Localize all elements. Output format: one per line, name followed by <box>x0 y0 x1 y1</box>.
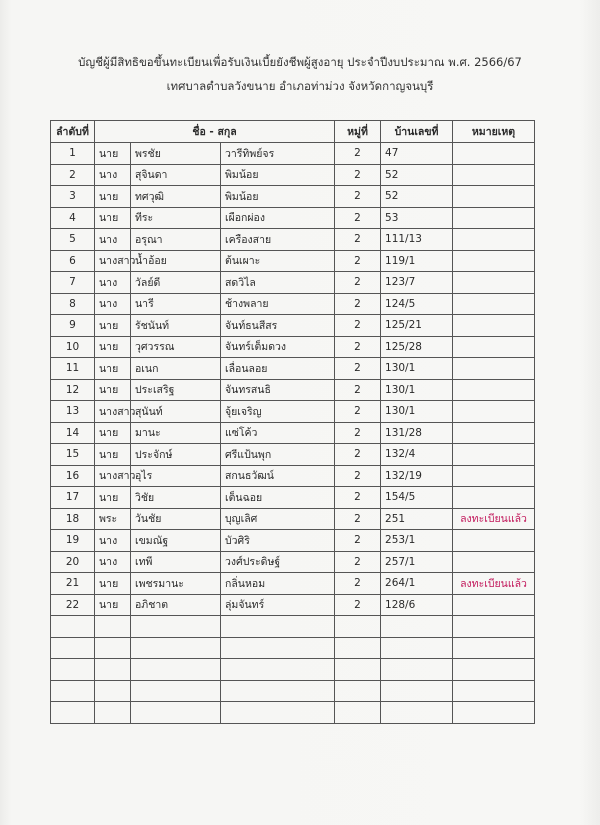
empty-cell <box>453 637 535 659</box>
cell-last: ช้างพลาย <box>221 293 335 315</box>
cell-note <box>453 250 535 272</box>
cell-last: เต็นฉอย <box>221 487 335 509</box>
cell-moo: 2 <box>335 272 381 294</box>
empty-cell <box>131 702 221 724</box>
header-name: ชื่อ - สกุล <box>95 121 335 143</box>
cell-note <box>453 487 535 509</box>
cell-moo: 2 <box>335 444 381 466</box>
cell-note <box>453 207 535 229</box>
cell-first: น้ำอ้อย <box>131 250 221 272</box>
registration-table <box>50 120 535 724</box>
empty-table-row <box>51 637 535 659</box>
cell-prefix: นางสาว <box>95 465 131 487</box>
cell-last: แซ่โค้ว <box>221 422 335 444</box>
cell-moo: 2 <box>335 358 381 380</box>
table-row <box>51 401 535 423</box>
cell-moo: 2 <box>335 379 381 401</box>
cell-house: 125/21 <box>381 315 453 337</box>
empty-cell <box>95 680 131 702</box>
header-house: บ้านเลขที่ <box>381 121 453 143</box>
cell-no: 10 <box>51 336 95 358</box>
table-row <box>51 207 535 229</box>
cell-no: 3 <box>51 186 95 208</box>
empty-cell <box>381 616 453 638</box>
cell-prefix: นาง <box>95 530 131 552</box>
cell-note <box>453 293 535 315</box>
cell-house: 130/1 <box>381 379 453 401</box>
cell-last: จันทรสนธิ <box>221 379 335 401</box>
header-moo: หมู่ที่ <box>335 121 381 143</box>
cell-house: 52 <box>381 164 453 186</box>
table-body <box>51 143 535 724</box>
cell-note <box>453 186 535 208</box>
document-subtitle: เทศบาลตำบลวังขนาย อำเภอท่าม่วง จังหวัดกาญจนบุรี <box>166 79 434 93</box>
cell-moo: 2 <box>335 573 381 595</box>
cell-note <box>453 422 535 444</box>
cell-last: ศรีแป้นพุก <box>221 444 335 466</box>
empty-cell <box>95 702 131 724</box>
cell-first: ประจักษ์ <box>131 444 221 466</box>
header-no: ลำดับที่ <box>51 121 95 143</box>
cell-first: เขมณัฐ <box>131 530 221 552</box>
cell-last: วงศ์ประดิษฐ์ <box>221 551 335 573</box>
cell-house: 257/1 <box>381 551 453 573</box>
cell-prefix: นาย <box>95 444 131 466</box>
cell-prefix: นาย <box>95 315 131 337</box>
cell-last: จันท์ธนสีสร <box>221 315 335 337</box>
table-row <box>51 551 535 573</box>
cell-house: 128/6 <box>381 594 453 616</box>
cell-first: สุนันท์ <box>131 401 221 423</box>
cell-house: 132/4 <box>381 444 453 466</box>
cell-note <box>453 465 535 487</box>
document-title: บัญชีผู้มีสิทธิขอขึ้นทะเบียนเพื่อรับเงินเบี้ยยังชีพผู้สูงอายุ ประจำปีงบประมาณ พ.ศ. 2566/67 <box>78 55 522 69</box>
cell-first: วุศวรรณ <box>131 336 221 358</box>
empty-cell <box>221 680 335 702</box>
table-row <box>51 315 535 337</box>
cell-first: อุไร <box>131 465 221 487</box>
cell-house: 125/28 <box>381 336 453 358</box>
cell-note <box>453 164 535 186</box>
cell-note <box>453 229 535 251</box>
cell-note: ลงทะเบียนแล้ว <box>453 508 535 530</box>
cell-last: พิมน้อย <box>221 164 335 186</box>
cell-house: 53 <box>381 207 453 229</box>
cell-prefix: นาย <box>95 207 131 229</box>
table-row <box>51 186 535 208</box>
empty-cell <box>51 659 95 681</box>
empty-cell <box>95 616 131 638</box>
table-row <box>51 487 535 509</box>
cell-house: 52 <box>381 186 453 208</box>
cell-prefix: นาย <box>95 422 131 444</box>
cell-prefix: นาย <box>95 358 131 380</box>
cell-no: 13 <box>51 401 95 423</box>
cell-first: พรชัย <box>131 143 221 165</box>
cell-prefix: พระ <box>95 508 131 530</box>
empty-cell <box>335 616 381 638</box>
cell-no: 11 <box>51 358 95 380</box>
cell-first: สุจินดา <box>131 164 221 186</box>
empty-cell <box>51 702 95 724</box>
empty-table-row <box>51 680 535 702</box>
empty-cell <box>131 637 221 659</box>
cell-prefix: นาง <box>95 551 131 573</box>
cell-no: 6 <box>51 250 95 272</box>
cell-note <box>453 530 535 552</box>
table-row <box>51 358 535 380</box>
empty-cell <box>453 659 535 681</box>
cell-last: จันทร์เต็มดวง <box>221 336 335 358</box>
cell-moo: 2 <box>335 250 381 272</box>
empty-cell <box>335 637 381 659</box>
cell-no: 7 <box>51 272 95 294</box>
table-header-row <box>51 121 535 143</box>
cell-moo: 2 <box>335 207 381 229</box>
empty-cell <box>381 659 453 681</box>
empty-cell <box>95 659 131 681</box>
cell-house: 154/5 <box>381 487 453 509</box>
cell-moo: 2 <box>335 293 381 315</box>
cell-house: 47 <box>381 143 453 165</box>
empty-cell <box>51 680 95 702</box>
cell-house: 123/7 <box>381 272 453 294</box>
cell-note <box>453 379 535 401</box>
empty-cell <box>381 637 453 659</box>
cell-note <box>453 272 535 294</box>
cell-first: มานะ <box>131 422 221 444</box>
cell-last: กลิ่นหอม <box>221 573 335 595</box>
empty-cell <box>131 616 221 638</box>
empty-cell <box>381 702 453 724</box>
cell-last: สกนธวัฒน์ <box>221 465 335 487</box>
empty-table-row <box>51 616 535 638</box>
cell-house: 131/28 <box>381 422 453 444</box>
table-row <box>51 573 535 595</box>
empty-cell <box>221 616 335 638</box>
cell-moo: 2 <box>335 465 381 487</box>
cell-no: 4 <box>51 207 95 229</box>
empty-cell <box>131 680 221 702</box>
cell-first: ทีระ <box>131 207 221 229</box>
cell-prefix: นาง <box>95 293 131 315</box>
cell-last: เผือกผ่อง <box>221 207 335 229</box>
cell-last: จุ้ยเจริญ <box>221 401 335 423</box>
cell-moo: 2 <box>335 336 381 358</box>
cell-no: 15 <box>51 444 95 466</box>
cell-last: บุญเลิศ <box>221 508 335 530</box>
cell-first: เพชรมานะ <box>131 573 221 595</box>
cell-moo: 2 <box>335 401 381 423</box>
cell-no: 5 <box>51 229 95 251</box>
cell-prefix: นาย <box>95 594 131 616</box>
empty-cell <box>381 680 453 702</box>
cell-first: อเนก <box>131 358 221 380</box>
cell-house: 253/1 <box>381 530 453 552</box>
cell-moo: 2 <box>335 143 381 165</box>
cell-last: วารีทิพย์จร <box>221 143 335 165</box>
cell-no: 20 <box>51 551 95 573</box>
cell-house: 251 <box>381 508 453 530</box>
empty-cell <box>221 659 335 681</box>
empty-cell <box>453 702 535 724</box>
cell-first: เทพี <box>131 551 221 573</box>
cell-note <box>453 358 535 380</box>
cell-prefix: นางสาว <box>95 401 131 423</box>
table-row <box>51 594 535 616</box>
cell-first: อรุณา <box>131 229 221 251</box>
header-note: หมายเหตุ <box>453 121 535 143</box>
empty-cell <box>335 659 381 681</box>
cell-house: 130/1 <box>381 401 453 423</box>
cell-prefix: นาง <box>95 229 131 251</box>
cell-first: ทศวุฒิ <box>131 186 221 208</box>
cell-last: ลุ่มจันทร์ <box>221 594 335 616</box>
cell-no: 18 <box>51 508 95 530</box>
cell-first: ประเสริฐ <box>131 379 221 401</box>
cell-last: สดวิไล <box>221 272 335 294</box>
cell-note <box>453 315 535 337</box>
empty-cell <box>51 637 95 659</box>
table-row <box>51 530 535 552</box>
cell-last: ต้นเผาะ <box>221 250 335 272</box>
cell-note <box>453 551 535 573</box>
table-row <box>51 250 535 272</box>
empty-cell <box>95 637 131 659</box>
cell-moo: 2 <box>335 315 381 337</box>
cell-house: 130/1 <box>381 358 453 380</box>
cell-moo: 2 <box>335 530 381 552</box>
cell-no: 21 <box>51 573 95 595</box>
cell-first: วัลย์ดี <box>131 272 221 294</box>
empty-table-row <box>51 659 535 681</box>
empty-cell <box>51 616 95 638</box>
cell-last: พิมน้อย <box>221 186 335 208</box>
cell-no: 8 <box>51 293 95 315</box>
empty-cell <box>221 702 335 724</box>
cell-note <box>453 336 535 358</box>
cell-no: 14 <box>51 422 95 444</box>
cell-moo: 2 <box>335 422 381 444</box>
cell-prefix: นาย <box>95 143 131 165</box>
empty-cell <box>453 680 535 702</box>
cell-moo: 2 <box>335 487 381 509</box>
cell-no: 2 <box>51 164 95 186</box>
cell-prefix: นาย <box>95 336 131 358</box>
table-row <box>51 164 535 186</box>
table-row <box>51 272 535 294</box>
cell-no: 17 <box>51 487 95 509</box>
cell-no: 16 <box>51 465 95 487</box>
cell-prefix: นาง <box>95 272 131 294</box>
cell-note <box>453 401 535 423</box>
cell-prefix: นาย <box>95 573 131 595</box>
cell-moo: 2 <box>335 186 381 208</box>
table-row <box>51 143 535 165</box>
cell-no: 22 <box>51 594 95 616</box>
cell-note <box>453 594 535 616</box>
cell-first: วิชัย <box>131 487 221 509</box>
cell-prefix: นาย <box>95 487 131 509</box>
cell-prefix: นาย <box>95 186 131 208</box>
cell-note: ลงทะเบียนแล้ว <box>453 573 535 595</box>
cell-moo: 2 <box>335 551 381 573</box>
cell-house: 264/1 <box>381 573 453 595</box>
cell-note <box>453 444 535 466</box>
table-row <box>51 229 535 251</box>
empty-cell <box>453 616 535 638</box>
cell-house: 111/13 <box>381 229 453 251</box>
cell-note <box>453 143 535 165</box>
table-row <box>51 444 535 466</box>
cell-moo: 2 <box>335 229 381 251</box>
cell-house: 119/1 <box>381 250 453 272</box>
cell-first: นารี <box>131 293 221 315</box>
cell-first: วันชัย <box>131 508 221 530</box>
cell-prefix: นาย <box>95 379 131 401</box>
table-row <box>51 293 535 315</box>
cell-prefix: นาง <box>95 164 131 186</box>
cell-last: เครืองสาย <box>221 229 335 251</box>
cell-last: บัวศิริ <box>221 530 335 552</box>
cell-moo: 2 <box>335 594 381 616</box>
cell-house: 132/19 <box>381 465 453 487</box>
cell-last: เลื่อนลอย <box>221 358 335 380</box>
cell-first: อภิชาต <box>131 594 221 616</box>
empty-table-row <box>51 702 535 724</box>
empty-cell <box>221 637 335 659</box>
cell-moo: 2 <box>335 164 381 186</box>
cell-first: รัชนันท์ <box>131 315 221 337</box>
cell-no: 12 <box>51 379 95 401</box>
empty-cell <box>131 659 221 681</box>
table-row <box>51 465 535 487</box>
cell-no: 9 <box>51 315 95 337</box>
table-row <box>51 508 535 530</box>
cell-prefix: นางสาว <box>95 250 131 272</box>
table-row <box>51 379 535 401</box>
table-row <box>51 422 535 444</box>
cell-no: 1 <box>51 143 95 165</box>
table-row <box>51 336 535 358</box>
cell-moo: 2 <box>335 508 381 530</box>
empty-cell <box>335 702 381 724</box>
cell-no: 19 <box>51 530 95 552</box>
empty-cell <box>335 680 381 702</box>
cell-house: 124/5 <box>381 293 453 315</box>
